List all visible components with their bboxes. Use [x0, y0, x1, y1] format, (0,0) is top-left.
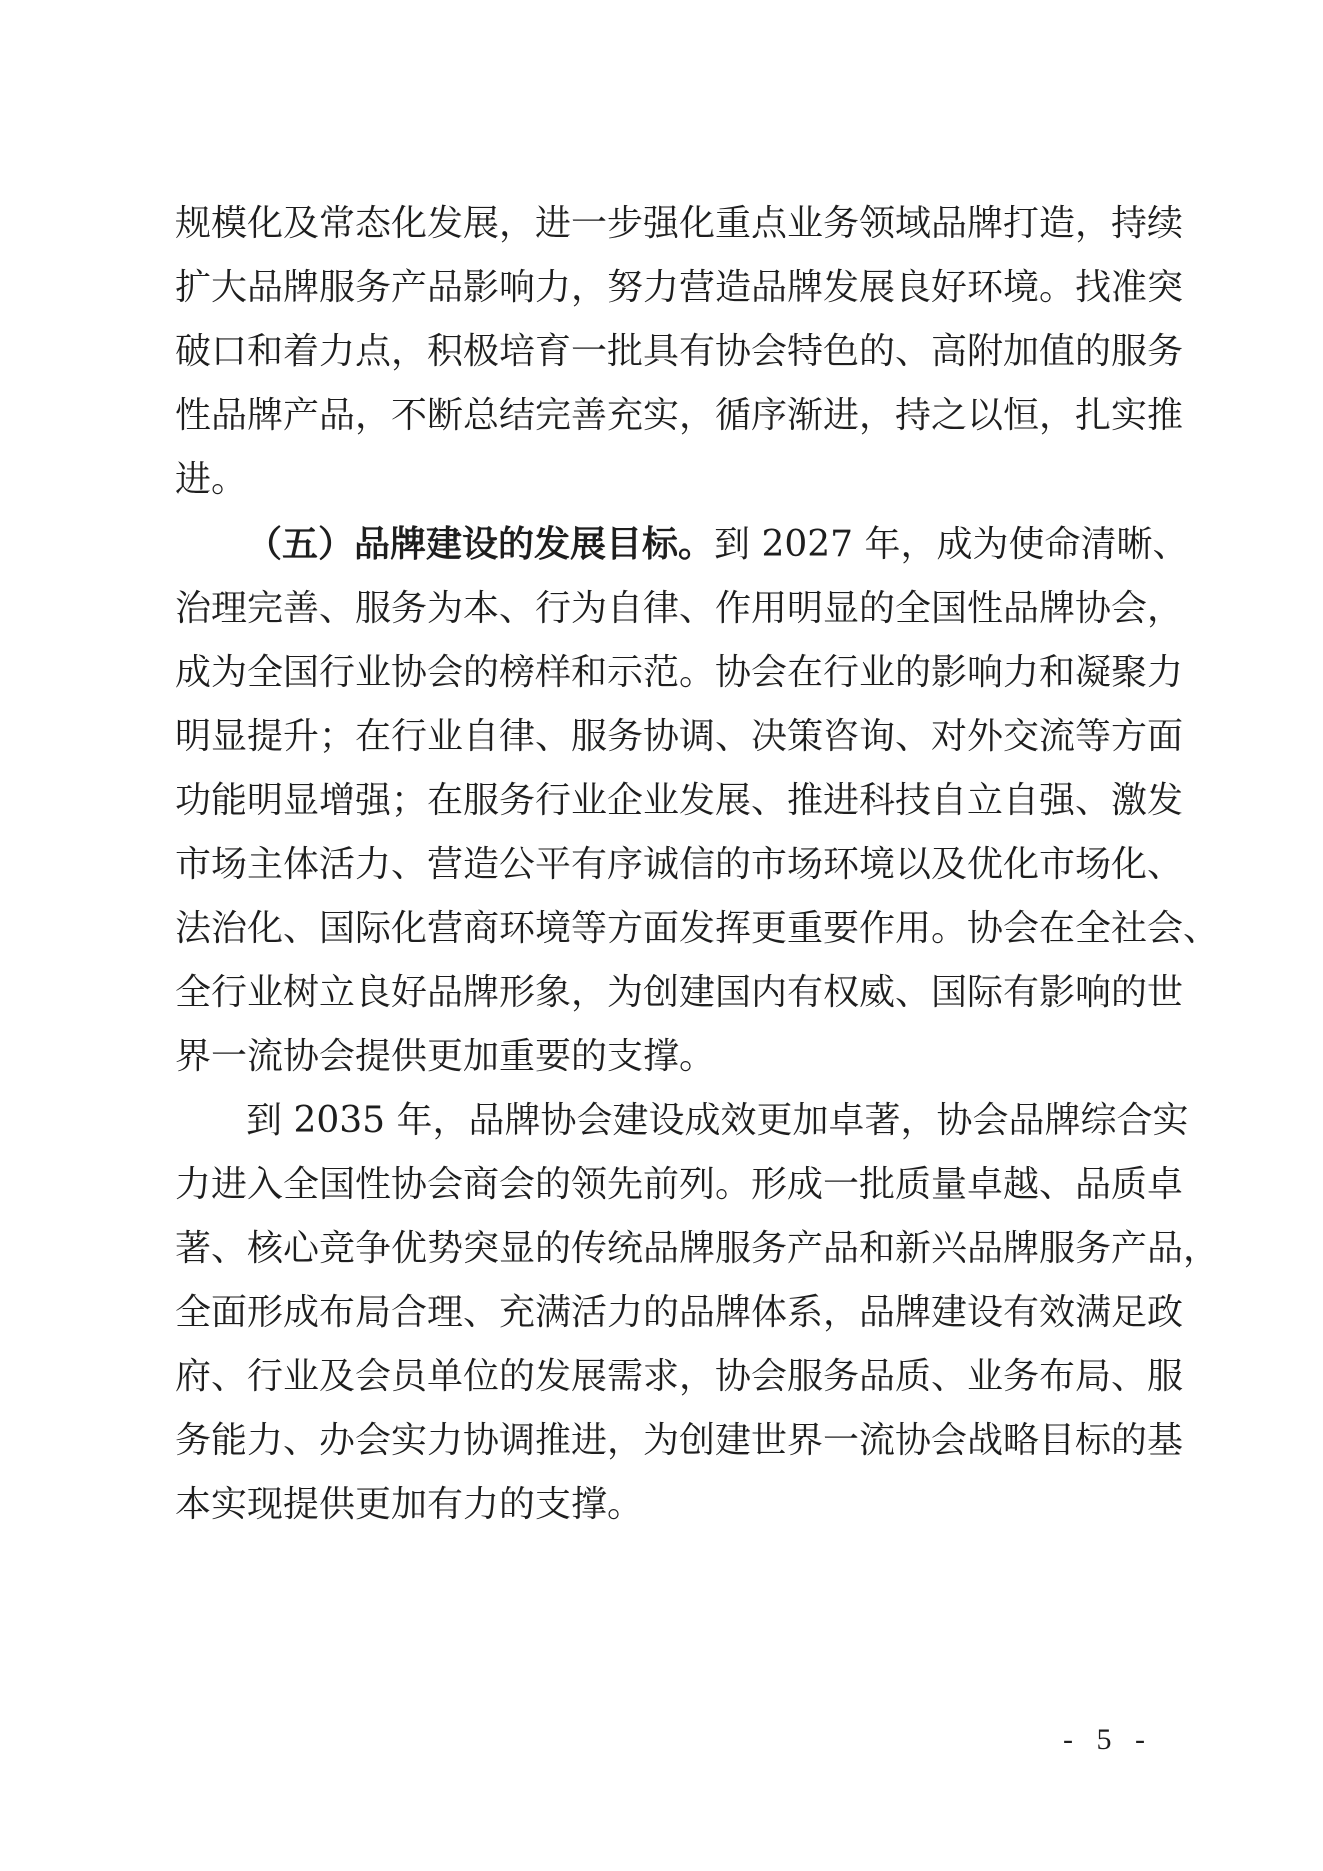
- text-line: 治理完善、服务为本、行为自律、作用明显的全国性品牌协会，: [175, 588, 1184, 629]
- text-line: 破口和着力点，积极培育一批具有协会特色的、高附加值的服务: [175, 331, 1184, 372]
- text-line: 成为全国行业协会的榜样和示范。协会在行业的影响力和凝聚力: [175, 652, 1184, 693]
- text-line: 性品牌产品，不断总结完善充实，循序渐进，持之以恒，扎实推: [175, 395, 1184, 436]
- text-line: 务能力、办会实力协调推进，为创建世界一流协会战略目标的基: [175, 1420, 1184, 1461]
- text-line: 功能明显增强；在服务行业企业发展、推进科技自立自强、激发: [175, 780, 1184, 821]
- text-line: 规模化及常态化发展，进一步强化重点业务领域品牌打造，持续: [175, 203, 1184, 244]
- text-span: 到 2027 年，成为使命清晰、: [714, 524, 1189, 565]
- text-line: 界一流协会提供更加重要的支撑。: [175, 1036, 716, 1077]
- text-line: 明显提升；在行业自律、服务协调、决策咨询、对外交流等方面: [175, 716, 1184, 757]
- text-line: 法治化、国际化营商环境等方面发挥更重要作用。协会在全社会、: [175, 908, 1220, 949]
- text-line: 本实现提供更加有力的支撑。: [175, 1484, 644, 1525]
- section-heading: （五）品牌建设的发展目标。: [246, 524, 715, 565]
- text-line: 到 2035 年，品牌协会建设成效更加卓著，协会品牌综合实: [246, 1100, 1189, 1141]
- text-line: 全行业树立良好品牌形象，为创建国内有权威、国际有影响的世: [175, 972, 1184, 1013]
- text-line: 扩大品牌服务产品影响力，努力营造品牌发展良好环境。找准突: [175, 267, 1184, 308]
- page-number: - 5 -: [1063, 1723, 1153, 1756]
- text-line: 进。: [175, 459, 248, 500]
- text-line: 全面形成布局合理、充满活力的品牌体系，品牌建设有效满足政: [175, 1292, 1184, 1333]
- text-line: 市场主体活力、营造公平有序诚信的市场环境以及优化市场化、: [175, 844, 1184, 885]
- text-line: 力进入全国性协会商会的领先前列。形成一批质量卓越、品质卓: [175, 1164, 1184, 1205]
- text-line: 著、核心竞争优势突显的传统品牌服务产品和新兴品牌服务产品，: [175, 1228, 1220, 1269]
- text-line: [246, 523, 1189, 567]
- text-line: 府、行业及会员单位的发展需求，协会服务品质、业务布局、服: [175, 1356, 1184, 1397]
